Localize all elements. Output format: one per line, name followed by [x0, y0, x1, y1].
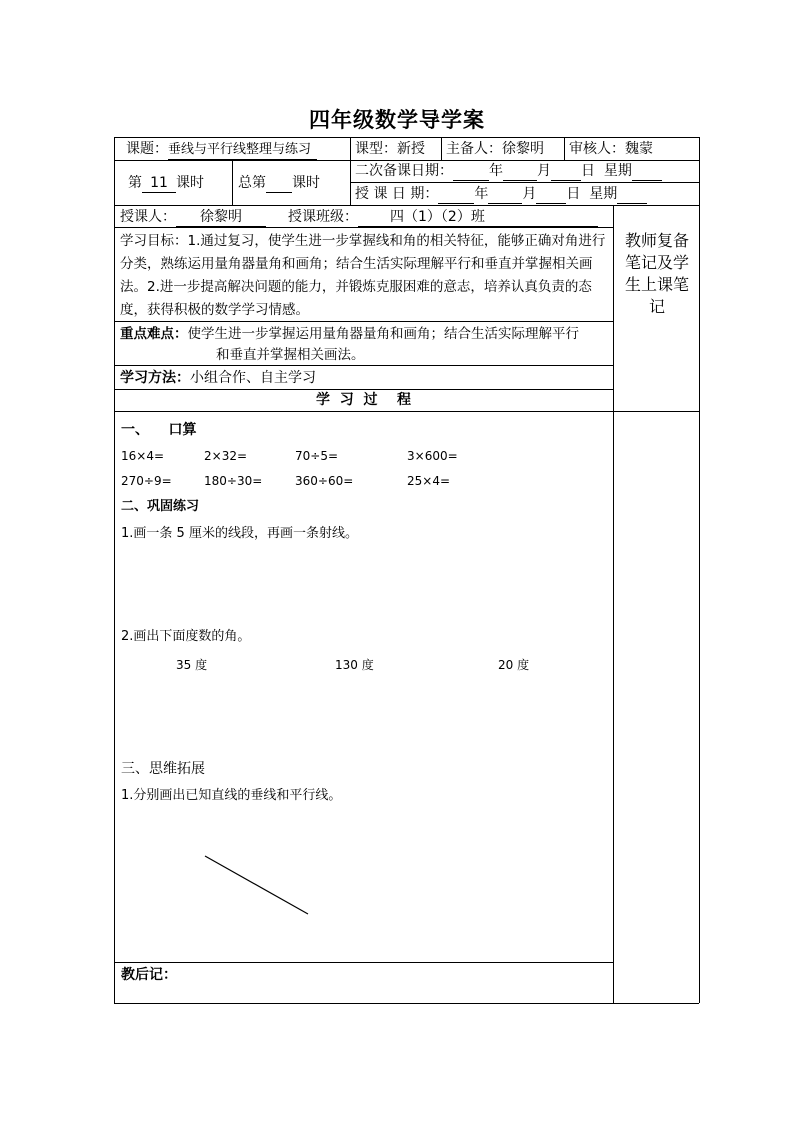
question-draw-segment: 1.画一条 5 厘米的线段，再画一条射线。 — [121, 526, 358, 541]
topic-value: 垂线与平行线整理与练习 — [168, 141, 317, 160]
section-3-title: 三、思维拓展 — [121, 761, 205, 777]
key-points — [120, 324, 610, 366]
given-line — [205, 856, 308, 914]
calc-item: 360÷60= — [295, 474, 354, 488]
weekday-label: 星期 — [603, 163, 632, 179]
lesson-type-field — [355, 140, 425, 158]
angle-label: 20 度 — [498, 658, 530, 672]
lesson-type-label: 课型： — [355, 141, 397, 157]
class-label: 授课班级： — [288, 209, 358, 225]
question-perpendicular-parallel: 1.分别画出已知直线的垂线和平行线。 — [121, 788, 342, 803]
second-prep-date — [355, 162, 662, 181]
month-label: 月 — [537, 163, 551, 179]
method-label: 学习方法： — [120, 370, 190, 386]
teacher-label: 授课人： — [120, 209, 176, 225]
page-title: 四年级数学导学案 — [309, 107, 485, 132]
topic-label: 课题： — [126, 141, 168, 157]
teacher-field — [120, 208, 266, 227]
teach-date — [355, 185, 647, 204]
preparer-label: 主备人： — [446, 141, 502, 157]
angle-label: 130 度 — [335, 658, 374, 672]
calc-item: 3×600= — [407, 449, 458, 463]
weekday-label: 星期 — [589, 186, 618, 202]
second-prep-label: 二次备课日期： — [355, 163, 453, 179]
calc-item: 2×32= — [204, 449, 248, 463]
year-label: 年 — [474, 186, 489, 202]
total-suffix: 课时 — [292, 175, 320, 191]
year-label: 年 — [489, 163, 503, 179]
day-label: 日 — [581, 163, 595, 179]
lesson-type-value: 新授 — [397, 141, 425, 157]
teach-date-label: 授 课 日 期： — [355, 186, 439, 202]
learning-goals — [120, 230, 610, 322]
angle-label: 35 度 — [176, 658, 208, 672]
key-label: 重点难点： — [120, 326, 188, 342]
reviewer-label: 审核人： — [569, 141, 625, 157]
process-title: 学 习 过 程 — [316, 392, 411, 408]
lesson-number: 11 — [142, 174, 176, 193]
given-line-figure — [200, 850, 315, 920]
lesson-number-field — [128, 174, 204, 193]
teacher-value: 徐黎明 — [176, 208, 266, 227]
calc-item: 70÷5= — [295, 449, 339, 463]
section-2-title: 二、巩固练习 — [121, 499, 200, 514]
reviewer-value: 魏蒙 — [625, 141, 653, 157]
calc-item: 180÷30= — [204, 474, 263, 488]
month-label: 月 — [522, 186, 537, 202]
calc-item: 16×4= — [121, 449, 165, 463]
calc-item: 270÷9= — [121, 474, 172, 488]
after-class-label: 教后记： — [121, 967, 177, 983]
goals-label: 学习目标： — [120, 233, 188, 249]
goals-text: 1.通过复习，使学生进一步掌握线和角的相关特征，能够正确对角进行分类，熟练运用量角器量角和画角；结合生活实际理解平行和垂直并掌握相关画法。2.进一步提高解决问题的能力，并锻炼克服困难的意志，培养认真负责的态度，获得积极的数学学习情感。 — [120, 233, 606, 318]
section-1-title: 一、 口算 — [121, 422, 197, 438]
day-label: 日 — [566, 186, 581, 202]
reviewer-field — [569, 140, 653, 158]
teacher-notes-heading: 教师复备笔记及学生上课笔记 — [624, 231, 689, 316]
calc-item: 25×4= — [407, 474, 451, 488]
preparer-value: 徐黎明 — [502, 141, 544, 157]
lesson-suffix: 课时 — [176, 175, 204, 191]
topic-field — [126, 140, 317, 160]
total-prefix: 总第 — [238, 175, 266, 191]
lesson-prefix: 第 — [128, 175, 142, 191]
total-blank — [266, 174, 292, 193]
key-line-1: 使学生进一步掌握运用量角器量角和画角；结合生活实际理解平行 — [187, 326, 579, 342]
learning-method — [120, 369, 316, 387]
class-value: 四（1）（2）班 — [358, 208, 598, 227]
method-value: 小组合作、自主学习 — [190, 370, 316, 386]
question-draw-angles: 2.画出下面度数的角。 — [121, 629, 251, 644]
total-lesson-field — [238, 174, 320, 193]
preparer-field — [446, 140, 544, 158]
key-line-2: 和垂直并掌握相关画法。 — [216, 347, 365, 363]
class-field — [288, 208, 598, 227]
